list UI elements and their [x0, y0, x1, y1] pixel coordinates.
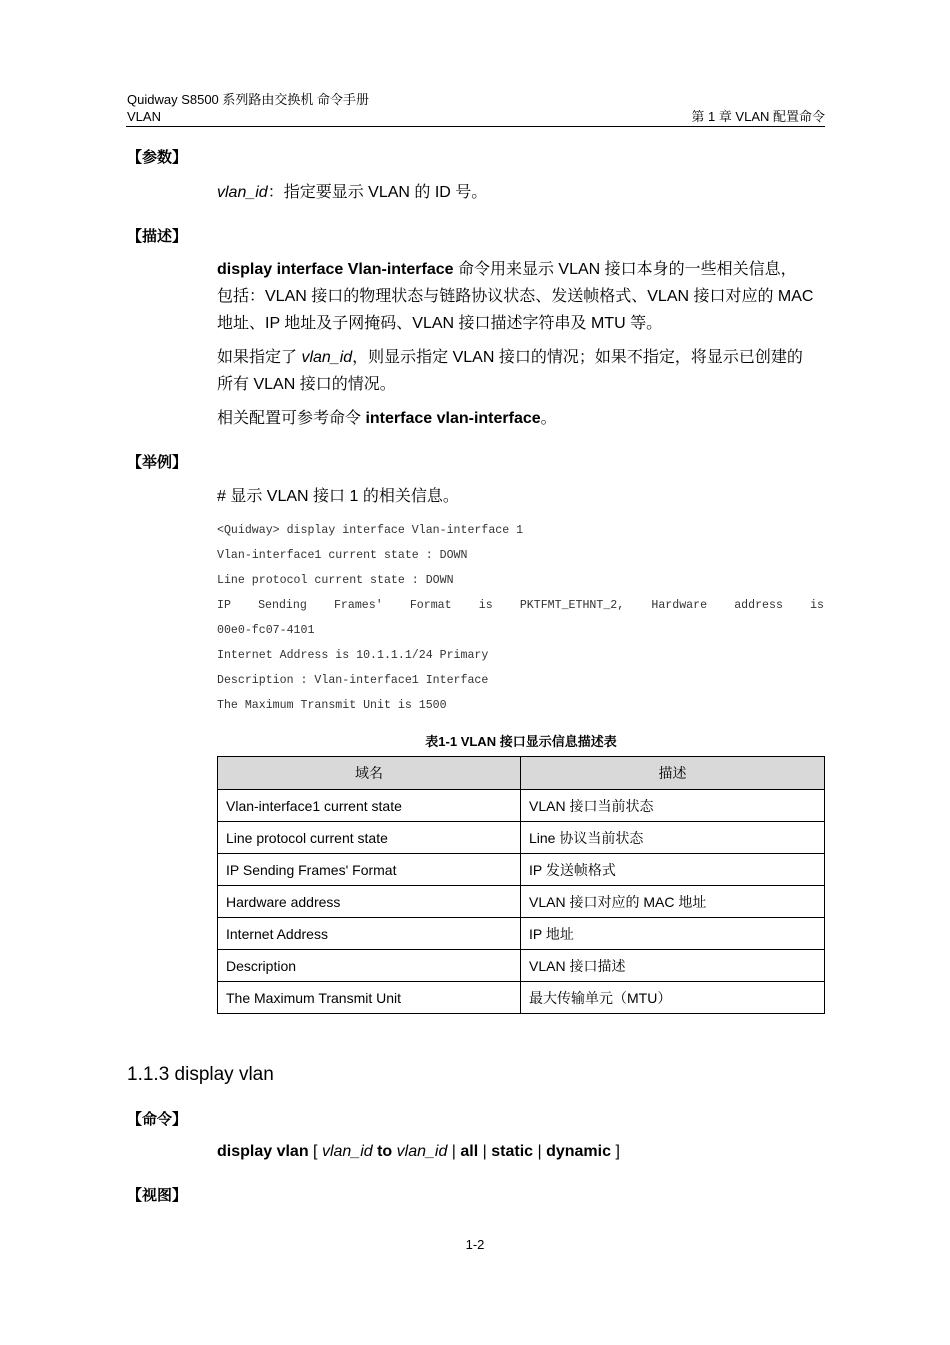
- table-cell: Line protocol current state: [218, 822, 521, 854]
- table-cell: IP 地址: [521, 918, 825, 950]
- table-cell: Description: [218, 950, 521, 982]
- table-cell: IP Sending Frames' Format: [218, 854, 521, 886]
- syntax-all: all: [460, 1143, 479, 1160]
- code-line: <Quidway> display interface Vlan-interface 1: [217, 524, 524, 537]
- params-line: [217, 179, 487, 206]
- header-product: Quidway S8500 系列路由交换机 命令手册: [127, 92, 370, 107]
- table-cell: Internet Address: [218, 918, 521, 950]
- example-intro: # 显示 VLAN 接口 1 的相关信息。: [217, 488, 459, 505]
- table-row: [218, 790, 825, 822]
- param-desc: ：指定要显示 VLAN 的 ID 号。: [267, 184, 488, 201]
- header-chapter: 第 1 章 VLAN 配置命令: [691, 109, 825, 124]
- desc-line2: 包括：VLAN 接口的物理状态与链路协议状态、发送帧格式、VLAN 接口对应的 MAC: [217, 288, 814, 305]
- table-row: [218, 886, 825, 918]
- syntax-dynamic: dynamic: [546, 1143, 611, 1160]
- syntax-arg1: vlan_id: [321, 1143, 373, 1160]
- table-row: [218, 950, 825, 982]
- syntax-keyword: display vlan: [217, 1143, 309, 1160]
- code-line: Internet Address is 10.1.1.1/24 Primary: [217, 649, 489, 662]
- page-number: 1-2: [465, 1237, 485, 1252]
- syntax-sep: |: [478, 1143, 492, 1160]
- table-cell: IP 发送帧格式: [521, 854, 825, 886]
- table-row: [218, 918, 825, 950]
- desc-p3-c: 。: [540, 410, 557, 427]
- table-cell: Hardware address: [218, 886, 521, 918]
- table-header-row: [218, 757, 825, 790]
- table-cell: VLAN 接口对应的 MAC 地址: [521, 886, 825, 918]
- desc-p3-a: 相关配置可参考命令: [217, 410, 366, 427]
- desc-p2-a: 如果指定了: [217, 349, 302, 366]
- view-heading: 【视图】: [127, 1187, 188, 1204]
- code-line: 00e0-fc07-4101: [217, 624, 315, 637]
- code-line: Description : Vlan-interface1 Interface: [217, 674, 489, 687]
- table-row: [218, 854, 825, 886]
- table-cell: Line 协议当前状态: [521, 822, 825, 854]
- desc-line3: 地址、IP 地址及子网掩码、VLAN 接口描述字符串及 MTU 等。: [217, 315, 663, 332]
- table-cell: The Maximum Transmit Unit: [218, 982, 521, 1014]
- desc-command: display interface Vlan-interface: [217, 261, 454, 278]
- code-line: The Maximum Transmit Unit is 1500: [217, 699, 447, 712]
- col-header-field: 域名: [218, 757, 521, 790]
- syntax-to: to: [372, 1143, 397, 1160]
- syntax-static: static: [491, 1143, 534, 1160]
- desc-p2-arg: vlan_id: [301, 349, 353, 366]
- desc-paragraph-2: [217, 344, 827, 398]
- example-heading: 【举例】: [127, 454, 188, 471]
- table-row: [218, 822, 825, 854]
- col-header-description: 描述: [521, 757, 825, 790]
- table-cell: 最大传输单元（MTU）: [521, 982, 825, 1014]
- syntax-bracket-open: [: [308, 1143, 322, 1160]
- desc-p2-c: ，则显示指定 VLAN 接口的情况；如果不指定，将显示已创建的: [352, 349, 803, 366]
- params-heading: 【参数】: [127, 149, 188, 166]
- code-line: Line protocol current state : DOWN: [217, 574, 454, 587]
- syntax-sep: |: [447, 1143, 461, 1160]
- table-cell: VLAN 接口描述: [521, 950, 825, 982]
- section-title: 1.1.3 display vlan: [127, 1064, 274, 1085]
- vlan-info-table: [217, 756, 825, 1014]
- desc-p3-command: interface vlan-interface: [365, 410, 541, 427]
- table-cell: Vlan-interface1 current state: [218, 790, 521, 822]
- desc-paragraph-3: [217, 405, 557, 432]
- desc-line1: 命令用来显示 VLAN 接口本身的一些相关信息，: [453, 261, 797, 278]
- command-heading: 【命令】: [127, 1111, 188, 1128]
- code-block: [217, 518, 824, 718]
- code-line: IP Sending Frames' Format is PKTFMT_ETHNT_2, Hardware address is: [217, 599, 824, 612]
- desc-p2-line2: 所有 VLAN 接口的情况。: [217, 376, 396, 393]
- desc-paragraph-1: [217, 256, 827, 337]
- syntax-arg2: vlan_id: [396, 1143, 448, 1160]
- syntax-sep: |: [533, 1143, 547, 1160]
- command-syntax: [217, 1143, 620, 1161]
- table-row: [218, 982, 825, 1014]
- param-name: vlan_id: [217, 184, 268, 201]
- header-rule: [126, 126, 825, 127]
- code-line: Vlan-interface1 current state : DOWN: [217, 549, 468, 562]
- desc-heading: 【描述】: [127, 228, 188, 245]
- table-caption: 表1-1 VLAN 接口显示信息描述表: [425, 734, 617, 749]
- header-module: VLAN: [127, 109, 161, 124]
- syntax-bracket-close: ]: [611, 1143, 620, 1160]
- table-cell: VLAN 接口当前状态: [521, 790, 825, 822]
